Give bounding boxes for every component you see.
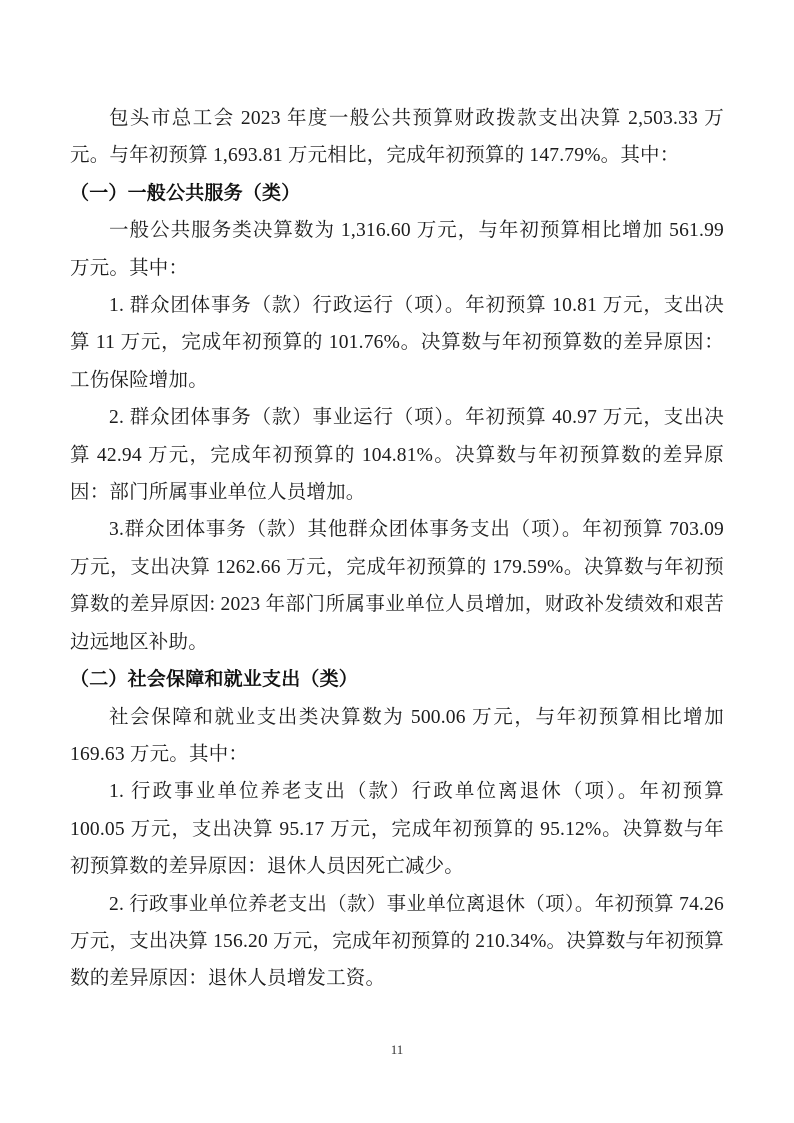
paragraph: 1. 群众团体事务（款）行政运行（项）。年初预算 10.81 万元，支出决算 11 万元，完成年初预算的 101.76%。决算数与年初预算数的差异原因：工伤保险增加。 <box>70 295 724 391</box>
paragraph: 包头市总工会 2023 年度一般公共预算财政拨款支出决算 2,503.33 万元。与年初预算 1,693.81 万元相比，完成年初预算的 147.79%。其中： <box>70 108 724 167</box>
paragraph: 3.群众团体事务（款）其他群众团体事务支出（项）。年初预算 703.09 万元，支出决算 1262.66 万元，完成年初预算的 179.59%。决算数与年初预算数的差异原因: 2023 年部门所属事业单位人员增加，财政补发绩效和艰苦边远地区补助。 <box>70 519 724 653</box>
document-body <box>70 100 724 998</box>
section-heading: （二）社会保障和就业支出（类） <box>70 669 359 691</box>
paragraph: 社会保障和就业支出类决算数为 500.06 万元，与年初预算相比增加 169.63 万元。其中： <box>70 706 724 765</box>
paragraph: 2. 行政事业单位养老支出（款）事业单位离退休（项）。年初预算 74.26 万元，支出决算 156.20 万元，完成年初预算的 210.34%。决算数与年初预算数的差异原因：退休人员增发工资。 <box>70 893 724 990</box>
paragraph: 一般公共服务类决算数为 1,316.60 万元，与年初预算相比增加 561.99 万元。其中： <box>70 220 724 279</box>
section-heading: （一）一般公共服务（类） <box>70 182 301 204</box>
paragraph: 1. 行政事业单位养老支出（款）行政单位离退休（项）。年初预算 100.05 万元，支出决算 95.17 万元，完成年初预算的 95.12%。决算数与年初预算数的差异原因：退休人员因死亡减少。 <box>70 781 724 878</box>
paragraph: 2. 群众团体事务（款）事业运行（项）。年初预算 40.97 万元，支出决算 42.94 万元，完成年初预算的 104.81%。决算数与年初预算数的差异原因：部门所属事业单位人员增加。 <box>70 407 724 504</box>
page-number: 11 <box>390 1042 404 1057</box>
